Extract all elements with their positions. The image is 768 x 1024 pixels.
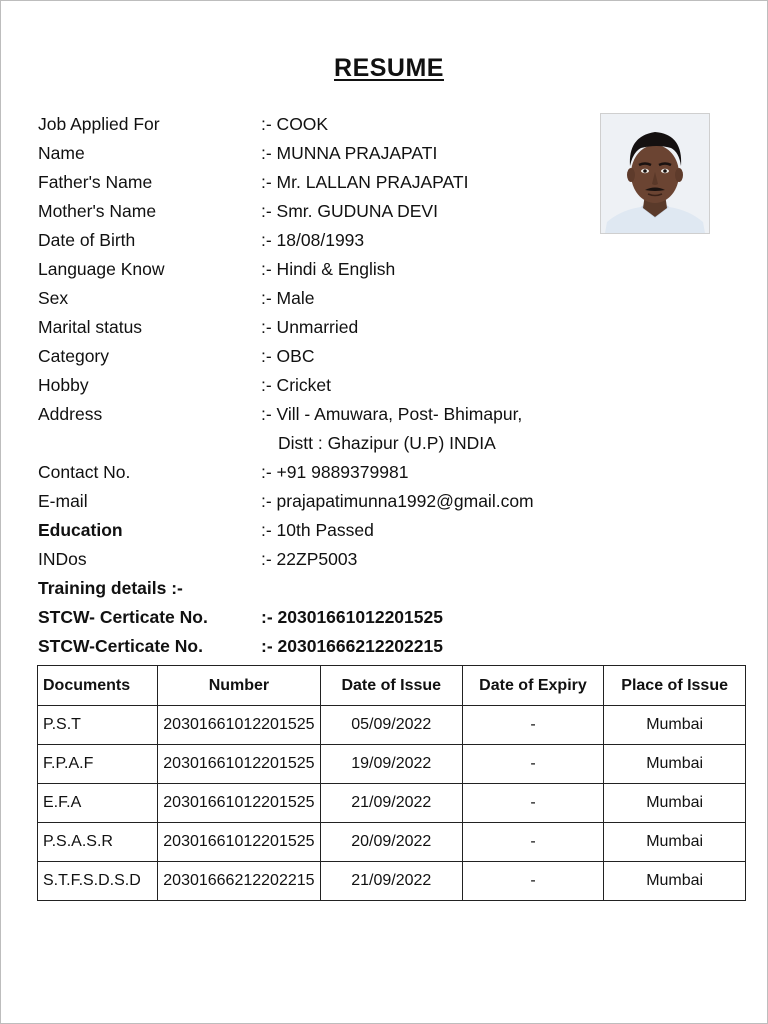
detail-label: INDos [38, 549, 87, 569]
table-cell: Mumbai [604, 745, 746, 784]
table-cell: Mumbai [604, 784, 746, 823]
detail-value: :- Cricket [261, 375, 331, 395]
detail-value: :- Unmarried [261, 317, 359, 337]
table-cell: P.S.A.S.R [38, 823, 158, 862]
personal-details [38, 112, 598, 663]
detail-row-name [38, 141, 598, 170]
detail-label: STCW- Certicate No. [38, 607, 208, 627]
table-row [38, 862, 746, 901]
table-cell: - [462, 706, 604, 745]
detail-value: Distt : Ghazipur (U.P) INDIA [278, 433, 496, 453]
table-cell: - [462, 745, 604, 784]
detail-value: :- Mr. LALLAN PRAJAPATI [261, 172, 469, 192]
detail-row-address [38, 402, 598, 431]
column-header-place-of-issue: Place of Issue [604, 666, 746, 706]
table-row [38, 745, 746, 784]
documents-table [37, 665, 746, 901]
detail-row-dob [38, 228, 598, 257]
detail-row-father [38, 170, 598, 199]
detail-label: Language Know [38, 259, 165, 279]
detail-value: :- Smr. GUDUNA DEVI [261, 201, 438, 221]
detail-label: Category [38, 346, 110, 366]
profile-photo [600, 113, 710, 234]
detail-label: Date of Birth [38, 230, 136, 250]
detail-label: Marital status [38, 317, 143, 337]
detail-row-mother [38, 199, 598, 228]
detail-label: Mother's Name [38, 201, 157, 221]
table-cell: - [462, 784, 604, 823]
detail-label: Father's Name [38, 172, 153, 192]
table-cell: S.T.F.S.D.S.D [38, 862, 158, 901]
table-cell: Mumbai [604, 862, 746, 901]
detail-row-email [38, 489, 598, 518]
detail-row-stcw-1 [38, 605, 598, 634]
table-cell: 20301661012201525 [157, 706, 320, 745]
detail-value: :- OBC [261, 346, 315, 366]
detail-row-education [38, 518, 598, 547]
table-cell: 21/09/2022 [320, 784, 462, 823]
column-header-date-of-expiry: Date of Expiry [462, 666, 604, 706]
column-header-date-of-issue: Date of Issue [320, 666, 462, 706]
table-cell: 21/09/2022 [320, 862, 462, 901]
detail-row-contact [38, 460, 598, 489]
column-header-documents: Documents [38, 666, 158, 706]
table-cell: Mumbai [604, 823, 746, 862]
detail-row-indos [38, 547, 598, 576]
table-cell: 20301661012201525 [157, 784, 320, 823]
table-cell: F.P.A.F [38, 745, 158, 784]
detail-row-hobby [38, 373, 598, 402]
detail-label: STCW-Certicate No. [38, 636, 203, 656]
table-cell: 20301661012201525 [157, 823, 320, 862]
detail-value: :- MUNNA PRAJAPATI [261, 143, 438, 163]
detail-value: :- +91 9889379981 [261, 462, 409, 482]
detail-row-stcw-2 [38, 634, 598, 663]
resume-title: RESUME [334, 54, 444, 82]
detail-label: Name [38, 143, 85, 163]
detail-label: Education [38, 520, 123, 540]
detail-value [183, 576, 598, 605]
table-cell: 20301661012201525 [157, 745, 320, 784]
detail-value: :- 20301661012201525 [261, 607, 443, 627]
detail-label: Contact No. [38, 462, 131, 482]
person-portrait [601, 114, 709, 233]
detail-label: Hobby [38, 375, 89, 395]
column-header-number: Number [157, 666, 320, 706]
table-cell: 05/09/2022 [320, 706, 462, 745]
detail-row-job [38, 112, 598, 141]
detail-value: :- 10th Passed [261, 520, 374, 540]
detail-row-category [38, 344, 598, 373]
table-cell: - [462, 862, 604, 901]
table-cell: 19/09/2022 [320, 745, 462, 784]
detail-label: Job Applied For [38, 114, 160, 134]
detail-value: :- 20301666212202215 [261, 636, 443, 656]
table-row [38, 706, 746, 745]
detail-label: E-mail [38, 491, 88, 511]
detail-value: :- Male [261, 288, 315, 308]
detail-label: Address [38, 404, 103, 424]
table-cell: 20/09/2022 [320, 823, 462, 862]
table-cell: P.S.T [38, 706, 158, 745]
table-cell: - [462, 823, 604, 862]
table-header-row [38, 666, 746, 706]
detail-value: :- 18/08/1993 [261, 230, 365, 250]
detail-value: :- prajapatimunna1992@gmail.com [261, 491, 534, 511]
detail-value: :- COOK [261, 114, 329, 134]
table-row [38, 823, 746, 862]
detail-label [38, 431, 261, 460]
detail-row-sex [38, 286, 598, 315]
detail-row-marital [38, 315, 598, 344]
detail-row-language [38, 257, 598, 286]
table-cell: 20301666212202215 [157, 862, 320, 901]
detail-value: :- Hindi & English [261, 259, 396, 279]
table-cell: Mumbai [604, 706, 746, 745]
detail-value: :- 22ZP5003 [261, 549, 358, 569]
table-cell: E.F.A [38, 784, 158, 823]
detail-value: :- Vill - Amuwara, Post- Bhimapur, [261, 404, 523, 424]
detail-label: Sex [38, 288, 69, 308]
table-row [38, 784, 746, 823]
detail-row-address-line2 [38, 431, 598, 460]
detail-row-training-heading [38, 576, 598, 605]
detail-label: Training details :- [38, 578, 183, 598]
